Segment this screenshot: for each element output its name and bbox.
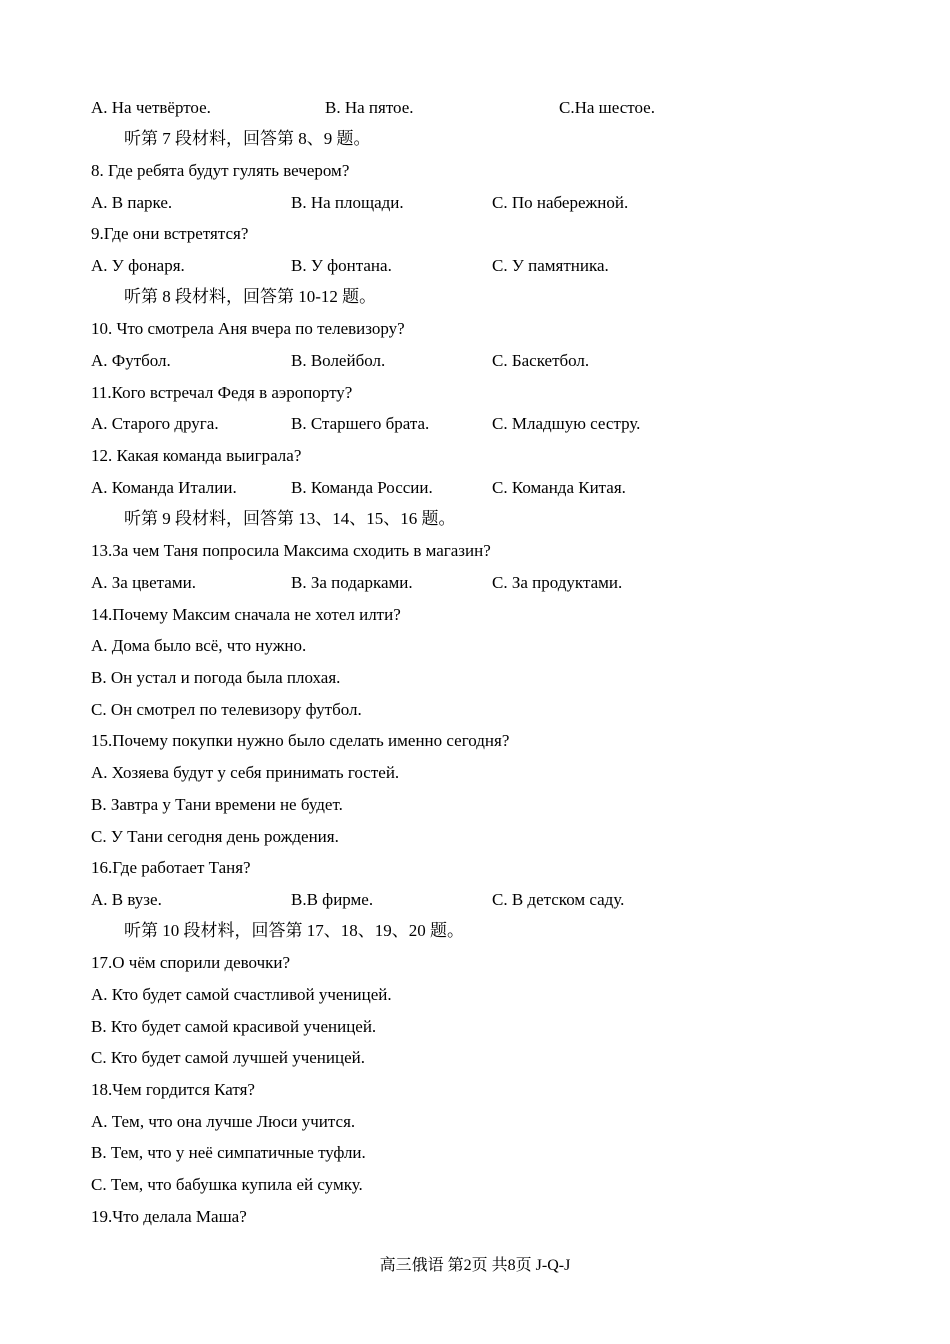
option-c: C. В детском саду. (492, 890, 625, 909)
section-instruction: 听第 9 段材料，回答第 13、14、15、16 题。 (124, 509, 456, 528)
question: 18.Чем гордится Катя? (91, 1080, 255, 1099)
option-b: B. Кто будет самой красивой ученицей. (91, 1017, 377, 1036)
page-footer: 高三俄语 第2页 共8页 J-Q-J (379, 1257, 571, 1274)
option-c: C. Тем, что бабушка купила ей сумку. (91, 1175, 363, 1194)
option-b: B. На площади. (291, 193, 404, 212)
option-a: A. В вузе. (91, 890, 162, 909)
option-a: A. Тем, что она лучше Люси учится. (91, 1112, 356, 1131)
option-a: A. Кто будет самой счастливой ученицей. (91, 985, 392, 1004)
option-a: A. В парке. (91, 193, 173, 212)
question: 14.Почему Максим сначала не хотел илти? (91, 605, 401, 624)
question: 17.О чём спорили девочки? (91, 953, 291, 972)
option-c: C. Команда Китая. (492, 478, 626, 497)
option-c: C. Кто будет самой лучшей ученицей. (91, 1048, 365, 1067)
section-instruction: 听第 8 段材料，回答第 10-12 题。 (124, 287, 377, 306)
option-c: C. Младшую сестру. (492, 414, 641, 433)
option-c: C.На шестое. (559, 98, 655, 117)
option-c: C. По набережной. (492, 193, 629, 212)
option-a: A. У фонаря. (91, 256, 185, 275)
option-b: B. Старшего брата. (291, 414, 430, 433)
option-a: A. Футбол. (91, 351, 171, 370)
option-b: B. Он устал и погода была плохая. (91, 668, 341, 687)
question: 12. Какая команда выиграла? (91, 446, 302, 465)
option-a: A. Хозяева будут у себя принимать гостей. (91, 763, 400, 782)
option-b: B. Волейбол. (291, 351, 386, 370)
question: 9.Где они встретятся? (91, 224, 249, 243)
option-c: C. За продуктами. (492, 573, 623, 592)
option-a: A. Старого друга. (91, 414, 219, 433)
option-b: B. У фонтана. (291, 256, 392, 275)
option-c: C. У памятника. (492, 256, 609, 275)
option-b: B. На пятое. (325, 98, 414, 117)
option-b: B. Тем, что у неё симпатичные туфли. (91, 1143, 366, 1162)
option-a: A. За цветами. (91, 573, 196, 592)
question: 13.За чем Таня попросила Максима сходить в магазин? (91, 541, 491, 560)
option-b: B.В фирме. (291, 890, 374, 909)
question: 15.Почему покупки нужно было сделать именно сегодня? (91, 731, 510, 750)
option-a: A. Команда Италии. (91, 478, 237, 497)
option-a: A. Дома было всё, что нужно. (91, 636, 307, 655)
option-c: C. У Тани сегодня день рождения. (91, 827, 339, 846)
question: 8. Где ребята будут гулять вечером? (91, 161, 350, 180)
option-a: A. На четвёртое. (91, 98, 211, 117)
option-b: B. За подарками. (291, 573, 413, 592)
question: 16.Где работает Таня? (91, 858, 251, 877)
option-c: C. Баскетбол. (492, 351, 590, 370)
question: 19.Что делала Маша? (91, 1207, 247, 1226)
section-instruction: 听第 7 段材料，回答第 8、9 题。 (124, 129, 371, 148)
option-b: B. Команда России. (291, 478, 433, 497)
section-instruction: 听第 10 段材料，回答第 17、18、19、20 题。 (124, 921, 464, 940)
option-c: C. Он смотрел по телевизору футбол. (91, 700, 362, 719)
option-b: B. Завтра у Тани времени не будет. (91, 795, 343, 814)
question: 11.Кого встречал Федя в аэропорту? (91, 383, 353, 402)
question: 10. Что смотрела Аня вчера по телевизору? (91, 319, 405, 338)
